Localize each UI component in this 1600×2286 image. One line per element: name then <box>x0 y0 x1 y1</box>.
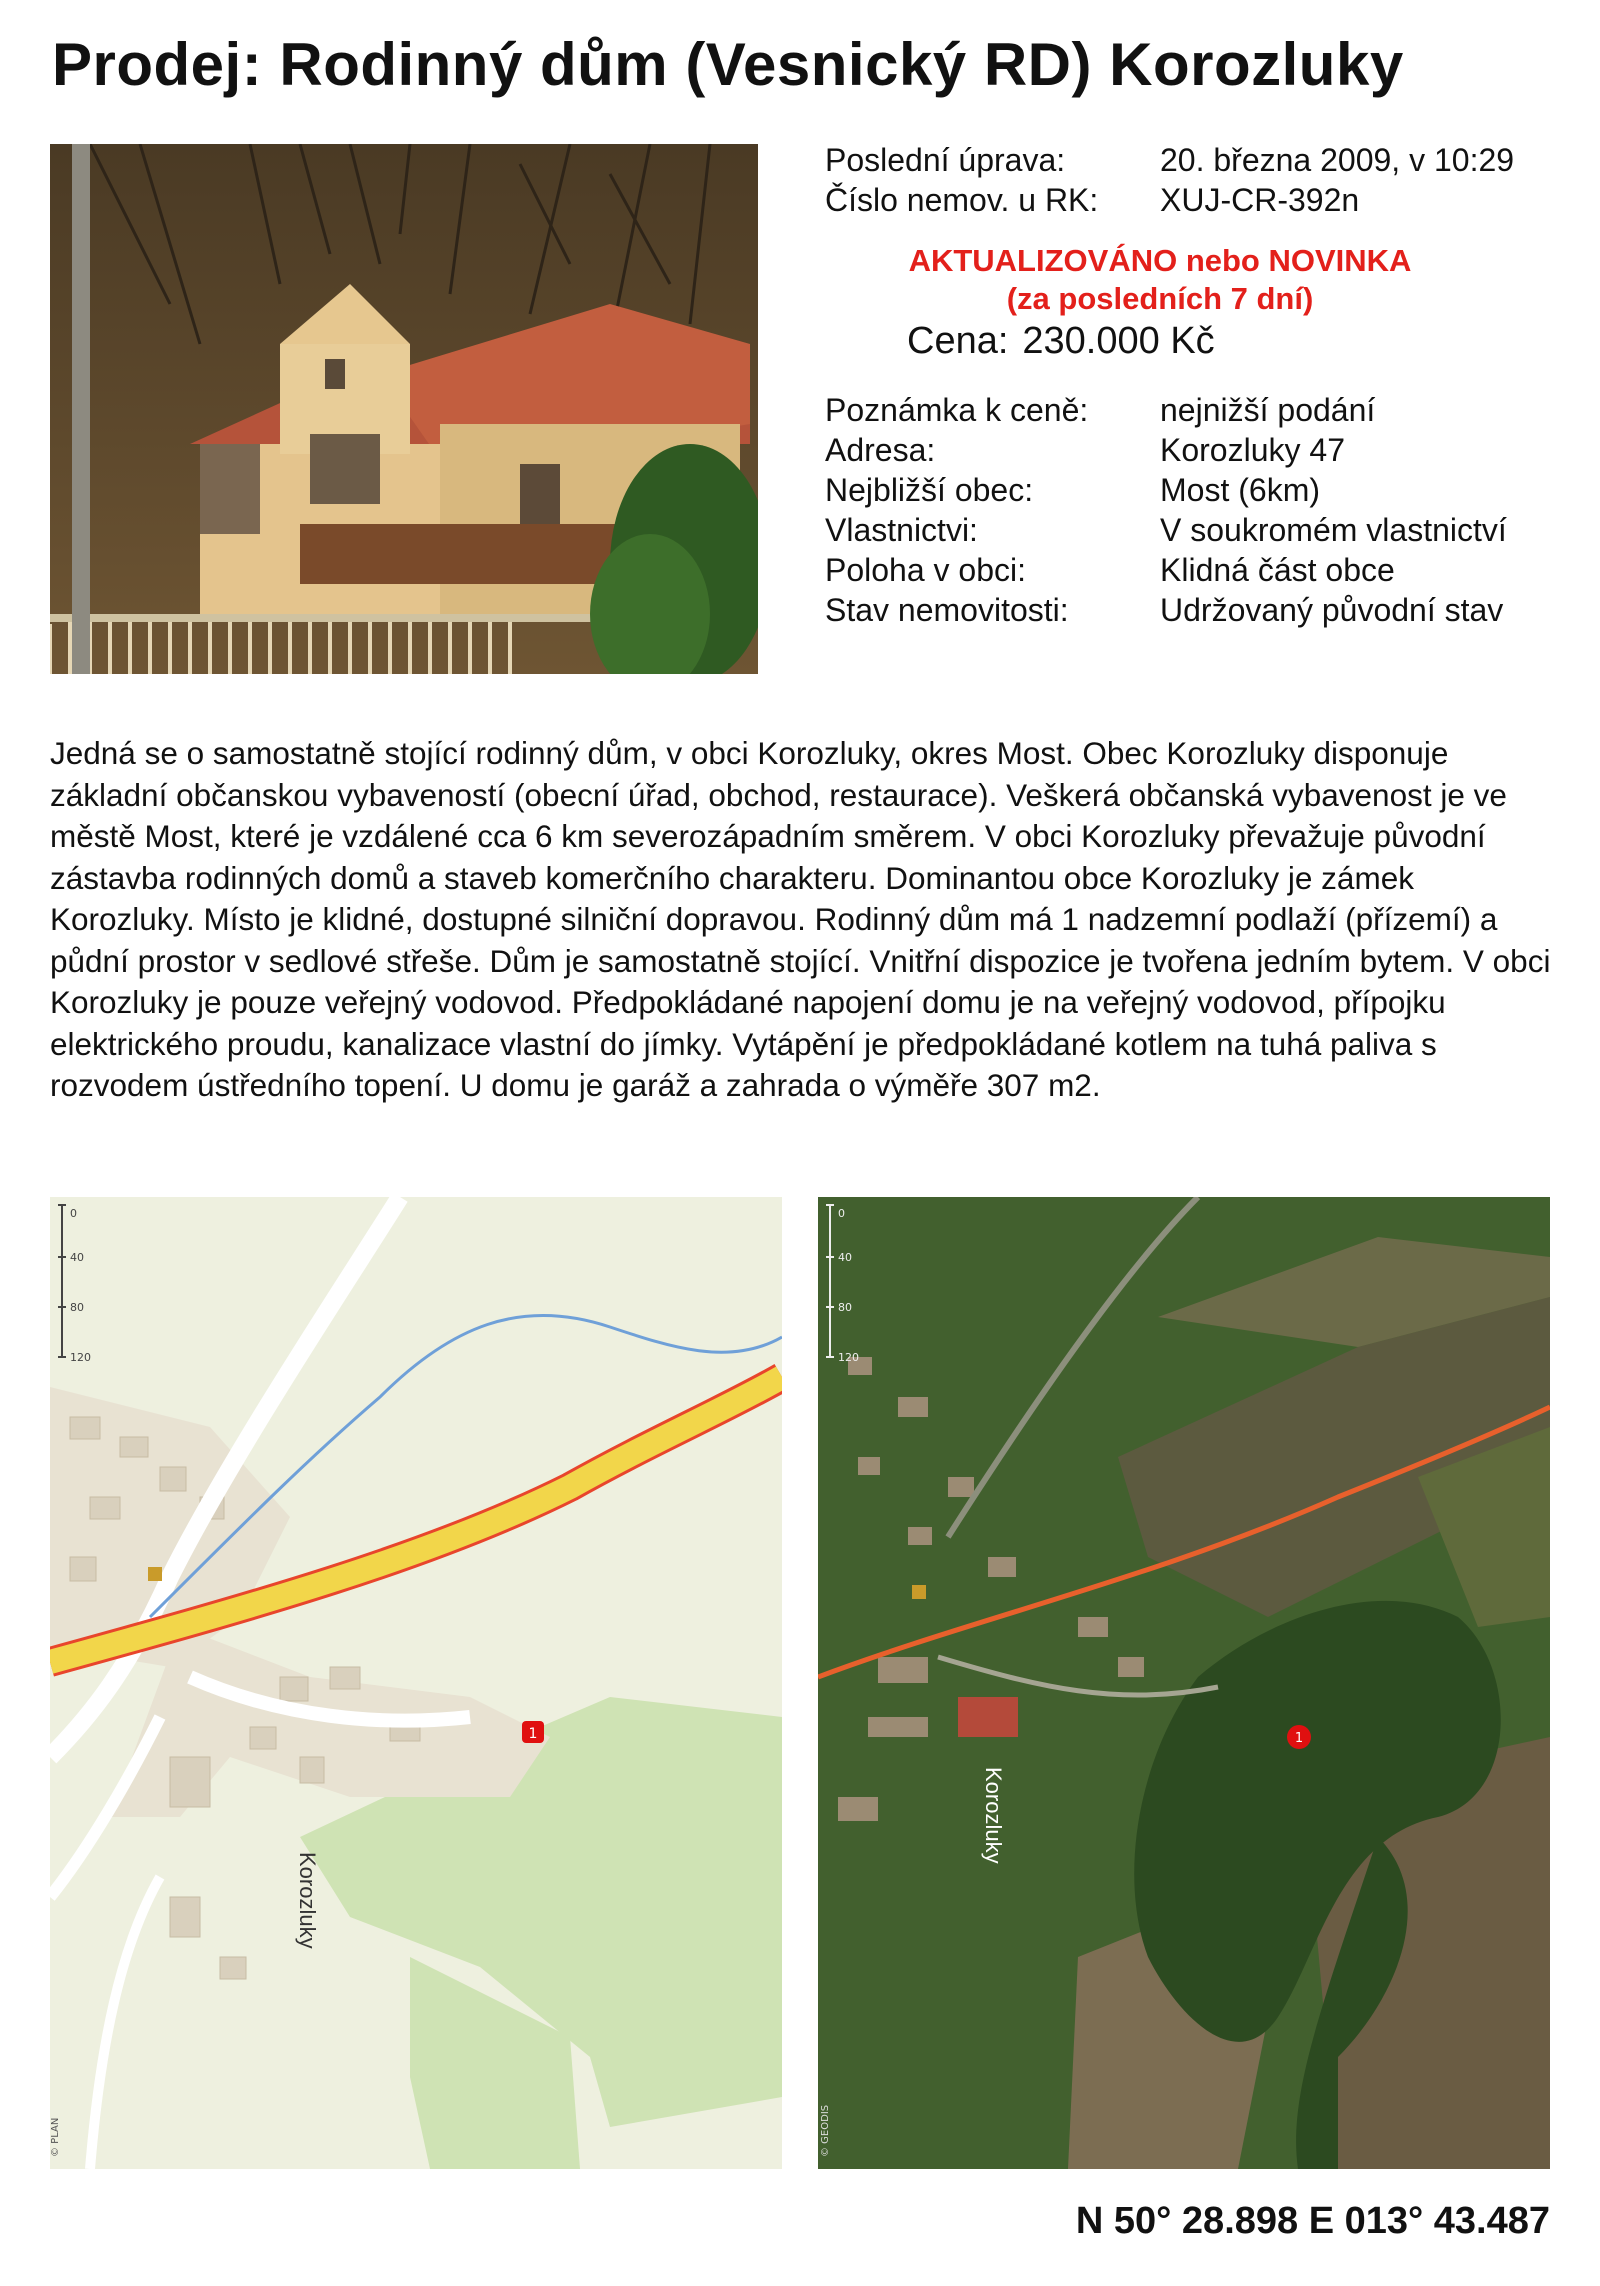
detail-row: Poznámka k ceně: nejnižší podání <box>825 392 1376 428</box>
aerial-map[interactable] <box>818 1197 1550 2169</box>
poi-icon <box>148 1567 162 1581</box>
page-title: Prodej: Rodinný dům (Vesnický RD) Korozluky <box>52 31 1404 98</box>
scale-tick: 40 <box>70 1251 84 1264</box>
price-value: 230.000 Kč <box>1022 320 1215 362</box>
map-copyright: © PLAN <box>50 2117 61 2157</box>
property-marker-icon[interactable] <box>522 1721 544 1743</box>
marker-label: 1 <box>1294 1731 1304 1746</box>
place-label: Korozluky <box>981 1767 1006 1864</box>
property-info <box>825 140 1565 630</box>
street-map[interactable] <box>50 1197 782 2169</box>
map-copyright: © GEODIS <box>820 2104 831 2157</box>
scale-tick: 40 <box>838 1251 852 1264</box>
place-label: Korozluky <box>295 1852 320 1949</box>
price-label: Cena: <box>907 320 1009 362</box>
meta-row-last-update: Poslední úprava: 20. března 2009, v 10:29 <box>825 142 1515 178</box>
marker-label: 1 <box>528 1726 538 1742</box>
scale-tick: 80 <box>838 1301 852 1314</box>
price <box>907 318 1565 364</box>
detail-row: Vlastnictvi: V soukromém vlastnictví <box>825 512 1507 548</box>
update-notice: AKTUALIZOVÁNO nebo NOVINKA (za posledních 7 dní) <box>908 243 1412 316</box>
scale-tick: 0 <box>838 1207 845 1220</box>
scale-tick: 0 <box>70 1207 77 1220</box>
scale-tick: 80 <box>70 1301 84 1314</box>
property-description: Jedná se o samostatně stojící rodinný dům, v obci Korozluky, okres Most. Obec Korozluky disponuje základní občanskou vybaveností (obecní úřad, obchod, restaurace). Veškerá občanská vybavenost je ve městě Most, které je vzdálené cca 6 km severozápadním směrem. V obci Korozluky převažuje původní zástavba rodinných domů a staveb komerčního charakteru. Dominantou obce Korozluky je zámek Korozluky. Místo je klidné, dostupné silniční dopravou. Rodinný dům má 1 nadzemní podlaží (přízemí) a půdní prostor v sedlové střeše. Dům je samostatně stojící. Vnitřní dispozice je tvořena jedním bytem. V obci Korozluky je pouze veřejný vodovod. Předpokládané napojení domu je na veřejný vodovod, přípojku elektrického proudu, kanalizace vlastní do jímky. Vytápění je předpokládané kotlem na tuhá paliva s rozvodem ústředního topení. U domu je garáž a zahrada o výměře 307 m2. <box>50 735 1551 1103</box>
poi-icon <box>912 1585 926 1599</box>
meta-row-property-number: Číslo nemov. u RK: XUJ-CR-392n <box>825 182 1360 218</box>
detail-row: Poloha v obci: Klidná část obce <box>825 552 1395 588</box>
detail-row: Stav nemovitosti: Udržovaný původní stav <box>825 592 1504 628</box>
detail-row: Nejbližší obec: Most (6km) <box>825 472 1320 508</box>
detail-row: Adresa: Korozluky 47 <box>825 432 1345 468</box>
property-photo <box>50 144 758 674</box>
scale-tick: 120 <box>838 1351 859 1364</box>
scale-tick: 120 <box>70 1351 91 1364</box>
property-marker-icon[interactable] <box>1287 1725 1311 1749</box>
gps-coordinates: N 50° 28.898 E 013° 43.487 <box>1075 2200 1550 2242</box>
